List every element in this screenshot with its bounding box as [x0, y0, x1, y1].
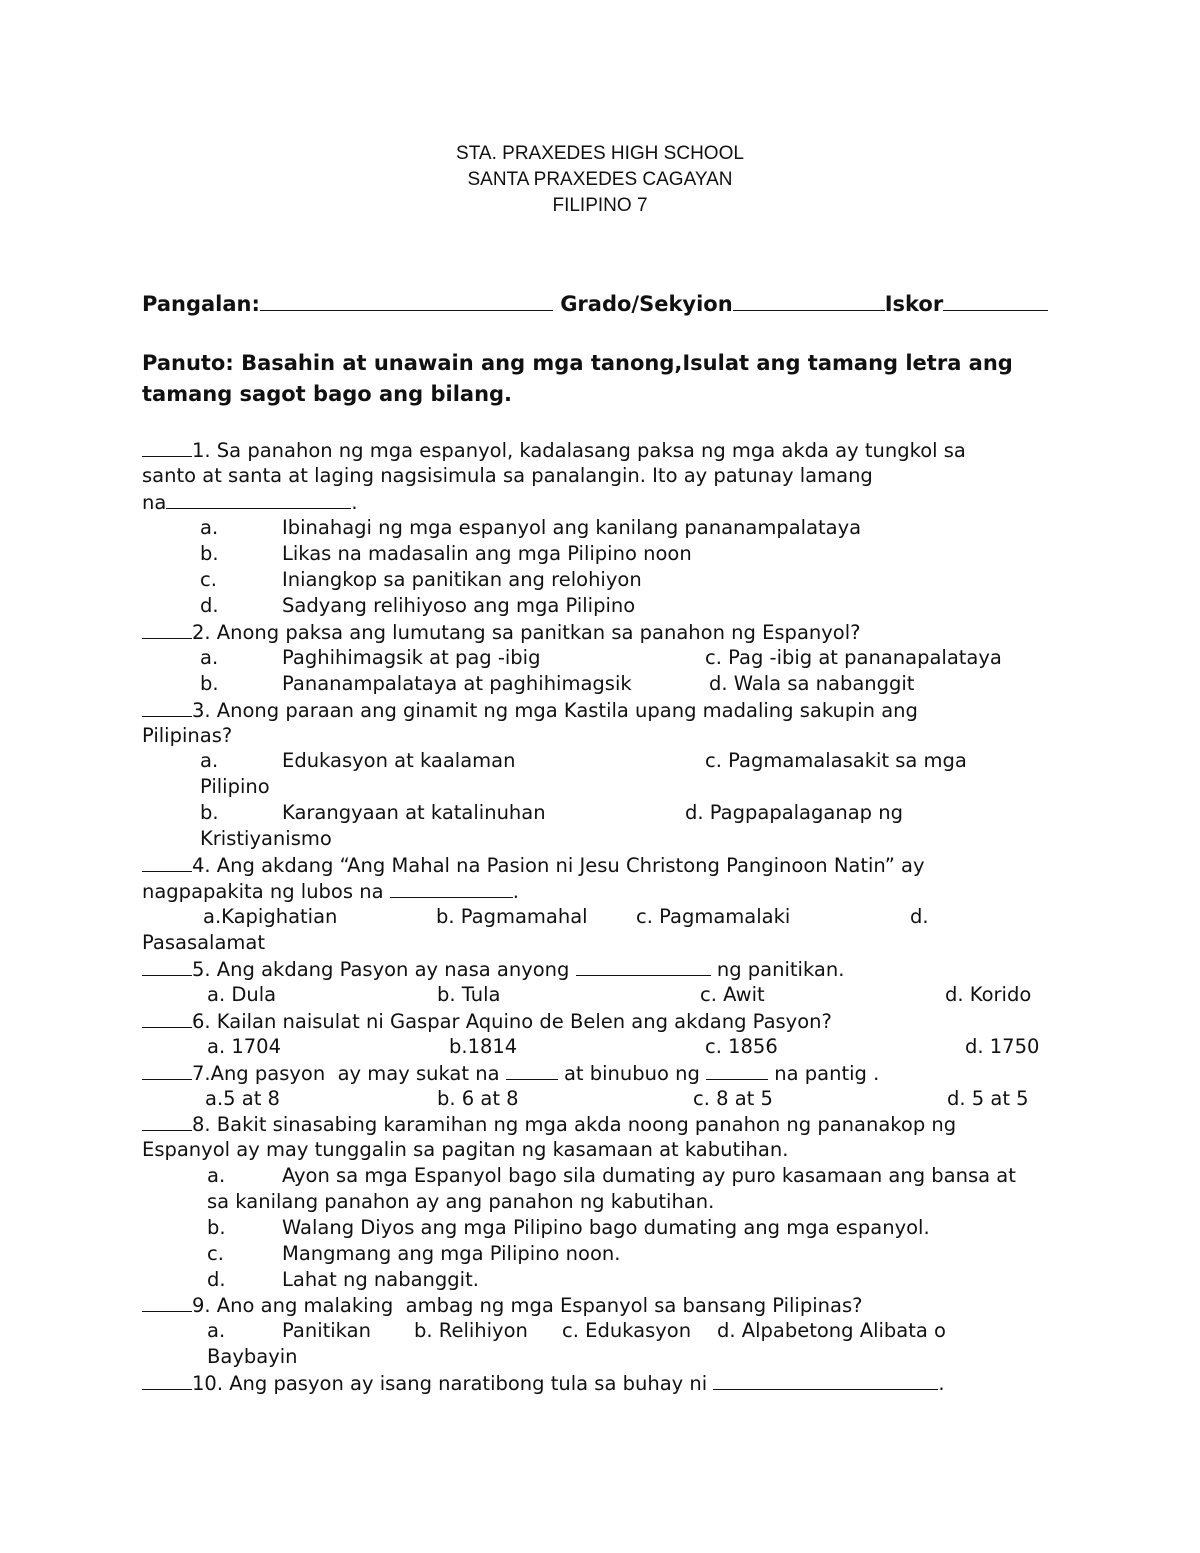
question-2: 2. Anong paksa ang lumutang sa panitkan sa panahon ng Espanyol? — [142, 619, 860, 646]
question-3: 3. Anong paraan ang ginamit ng mga Kastila upang madaling sakupin ang — [142, 697, 918, 724]
q6-choice-c: c. 1856 — [705, 1035, 778, 1058]
answer-blank-10[interactable] — [142, 1370, 192, 1390]
q9-choice-a-letter: a. — [207, 1319, 226, 1342]
question-4-line-2: nagpapakita ng lubos na . — [142, 880, 519, 903]
q8-choice-d: Lahat ng nabanggit. — [282, 1268, 479, 1291]
answer-blank-4[interactable] — [142, 852, 192, 872]
answer-blank-2[interactable] — [142, 619, 192, 639]
q10-fill-blank[interactable] — [713, 1370, 938, 1390]
subject-title: FILIPINO 7 — [552, 195, 648, 216]
school-name: STA. PRAXEDES HIGH SCHOOL — [456, 143, 744, 164]
q9-choice-c: c. Edukasyon — [562, 1319, 692, 1342]
q7-fill-blank-2[interactable] — [706, 1060, 768, 1080]
answer-blank-1[interactable] — [142, 437, 192, 457]
q3-choice-b-letter: b. — [200, 801, 219, 824]
grade-blank[interactable] — [733, 291, 885, 311]
q9-choice-d-cont: Baybayin — [207, 1345, 298, 1368]
q7-choice-b: b. 6 at 8 — [437, 1087, 519, 1110]
q1-choice-d-letter: d. — [200, 594, 219, 617]
answer-blank-8[interactable] — [142, 1111, 192, 1131]
q7-choice-a: a.5 at 8 — [205, 1087, 280, 1110]
q9-choice-d: d. Alpabetong Alibata o — [717, 1319, 946, 1342]
question-1-line-3: na . — [142, 491, 358, 514]
q1-choice-c: Iniangkop sa panitikan ang relohiyon — [282, 568, 642, 591]
q2-choice-b-letter: b. — [200, 672, 219, 695]
school-location: SANTA PRAXEDES CAGAYAN — [467, 169, 733, 190]
q8-choice-a-cont: sa kanilang panahon ay ang panahon ng kabutihan. — [207, 1190, 715, 1213]
q5-choice-a: a. Dula — [207, 983, 277, 1006]
q8-choice-a: Ayon sa mga Espanyol bago sila dumating ay puro kasamaan ang bansa at — [282, 1164, 1016, 1187]
question-1-line-2: santo at santa at laging nagsisimula sa panalangin. Ito ay patunay lamang — [142, 464, 873, 487]
q8-choice-c: Mangmang ang mga Pilipino noon. — [282, 1242, 621, 1265]
question-3-line-2: Pilipinas? — [142, 724, 233, 747]
q1-choice-b-letter: b. — [200, 542, 219, 565]
q5-fill-blank[interactable] — [576, 956, 711, 976]
answer-blank-5[interactable] — [142, 956, 192, 976]
q2-choice-b: Pananampalataya at paghihimagsik — [282, 672, 632, 695]
q1-fill-blank[interactable] — [166, 489, 351, 509]
answer-blank-7[interactable] — [142, 1060, 192, 1080]
q2-choice-a: Paghihimagsik at pag -ibig — [282, 646, 541, 669]
answer-blank-9[interactable] — [142, 1292, 192, 1312]
q2-choice-c: c. Pag -ibig at pananapalataya — [705, 646, 1002, 669]
q5-choice-c: c. Awit — [700, 983, 765, 1006]
q3-choice-a: Edukasyon at kaalaman — [282, 749, 516, 772]
q3-choice-d: d. Pagpapalaganap ng — [685, 801, 903, 824]
q4-choice-d: d. — [910, 905, 929, 928]
score-label: Iskor — [884, 292, 944, 316]
name-label: Pangalan: — [142, 292, 260, 316]
question-8: 8. Bakit sinasabing karamihan ng mga akda noong panahon ng pananakop ng — [142, 1111, 956, 1138]
name-row — [142, 291, 1048, 317]
q1-choice-b: Likas na madasalin ang mga Pilipino noon — [282, 542, 692, 565]
q7-choice-d: d. 5 at 5 — [947, 1087, 1029, 1110]
question-4: 4. Ang akdang “Ang Mahal na Pasion ni Jesu Christong Panginoon Natin” ay — [142, 852, 925, 879]
q6-choice-d: d. 1750 — [965, 1035, 1040, 1058]
question-8-line-2: Espanyol ay may tunggalin sa pagitan ng kasamaan at kabutihan. — [142, 1138, 789, 1161]
q8-choice-a-letter: a. — [207, 1164, 226, 1187]
q7-fill-blank-1[interactable] — [506, 1060, 558, 1080]
q2-choice-a-letter: a. — [200, 646, 219, 669]
q9-choice-b: b. Relihiyon — [414, 1319, 528, 1342]
q1-choice-a-letter: a. — [200, 516, 219, 539]
q3-choice-a-letter: a. — [200, 749, 219, 772]
q7-choice-c: c. 8 at 5 — [693, 1087, 773, 1110]
q2-choice-d: d. Wala sa nabanggit — [709, 672, 915, 695]
q4-choice-d-cont: Pasasalamat — [142, 931, 266, 954]
q3-choice-c: c. Pagmamalasakit sa mga — [705, 749, 967, 772]
question-6: 6. Kailan naisulat ni Gaspar Aquino de Belen ang akdang Pasyon? — [142, 1008, 832, 1035]
q1-choice-d: Sadyang relihiyoso ang mga Pilipino — [282, 594, 636, 617]
q9-choice-a: Panitikan — [282, 1319, 371, 1342]
q5-choice-b: b. Tula — [437, 983, 501, 1006]
q3-choice-d-cont: Kristiyanismo — [200, 827, 332, 850]
question-7: 7.Ang pasyon ay may sukat na at binubuo ng na pantig . — [142, 1060, 879, 1087]
instructions-line-1: Panuto: Basahin at unawain ang mga tanong,Isulat ang tamang letra ang — [142, 351, 1013, 375]
answer-blank-6[interactable] — [142, 1008, 192, 1028]
q1-choice-a: Ibinahagi ng mga espanyol ang kanilang pananampalataya — [282, 516, 862, 539]
name-blank[interactable] — [260, 291, 553, 311]
instructions-line-2: tamang sagot bago ang bilang. — [142, 382, 513, 406]
q4-choice-b: b. Pagmamahal — [436, 905, 588, 928]
grade-label: Grado/Sekyion — [560, 292, 733, 316]
q8-choice-b: Walang Diyos ang mga Pilipino bago dumating ang mga espanyol. — [282, 1216, 930, 1239]
q4-choice-c: c. Pagmamalaki — [636, 905, 791, 928]
q3-choice-b: Karangyaan at katalinuhan — [282, 801, 546, 824]
q8-choice-c-letter: c. — [207, 1242, 224, 1265]
q5-choice-d: d. Korido — [945, 983, 1032, 1006]
answer-blank-3[interactable] — [142, 697, 192, 717]
question-1: 1. Sa panahon ng mga espanyol, kadalasang paksa ng mga akda ay tungkol sa — [142, 437, 966, 464]
q6-choice-a: a. 1704 — [207, 1035, 281, 1058]
q4-choice-a: a.Kapighatian — [203, 905, 338, 928]
q3-choice-c-cont: Pilipino — [200, 775, 270, 798]
q1-choice-c-letter: c. — [200, 568, 217, 591]
q8-choice-b-letter: b. — [207, 1216, 226, 1239]
q6-choice-b: b.1814 — [449, 1035, 518, 1058]
question-9: 9. Ano ang malaking ambag ng mga Espanyol sa bansang Pilipinas? — [142, 1292, 862, 1319]
score-blank[interactable] — [943, 291, 1048, 311]
question-5: 5. Ang akdang Pasyon ay nasa anyong ng panitikan. — [142, 956, 844, 983]
question-10: 10. Ang pasyon ay isang naratibong tula sa buhay ni . — [142, 1370, 945, 1397]
q4-fill-blank[interactable] — [390, 878, 513, 898]
q8-choice-d-letter: d. — [207, 1268, 226, 1291]
